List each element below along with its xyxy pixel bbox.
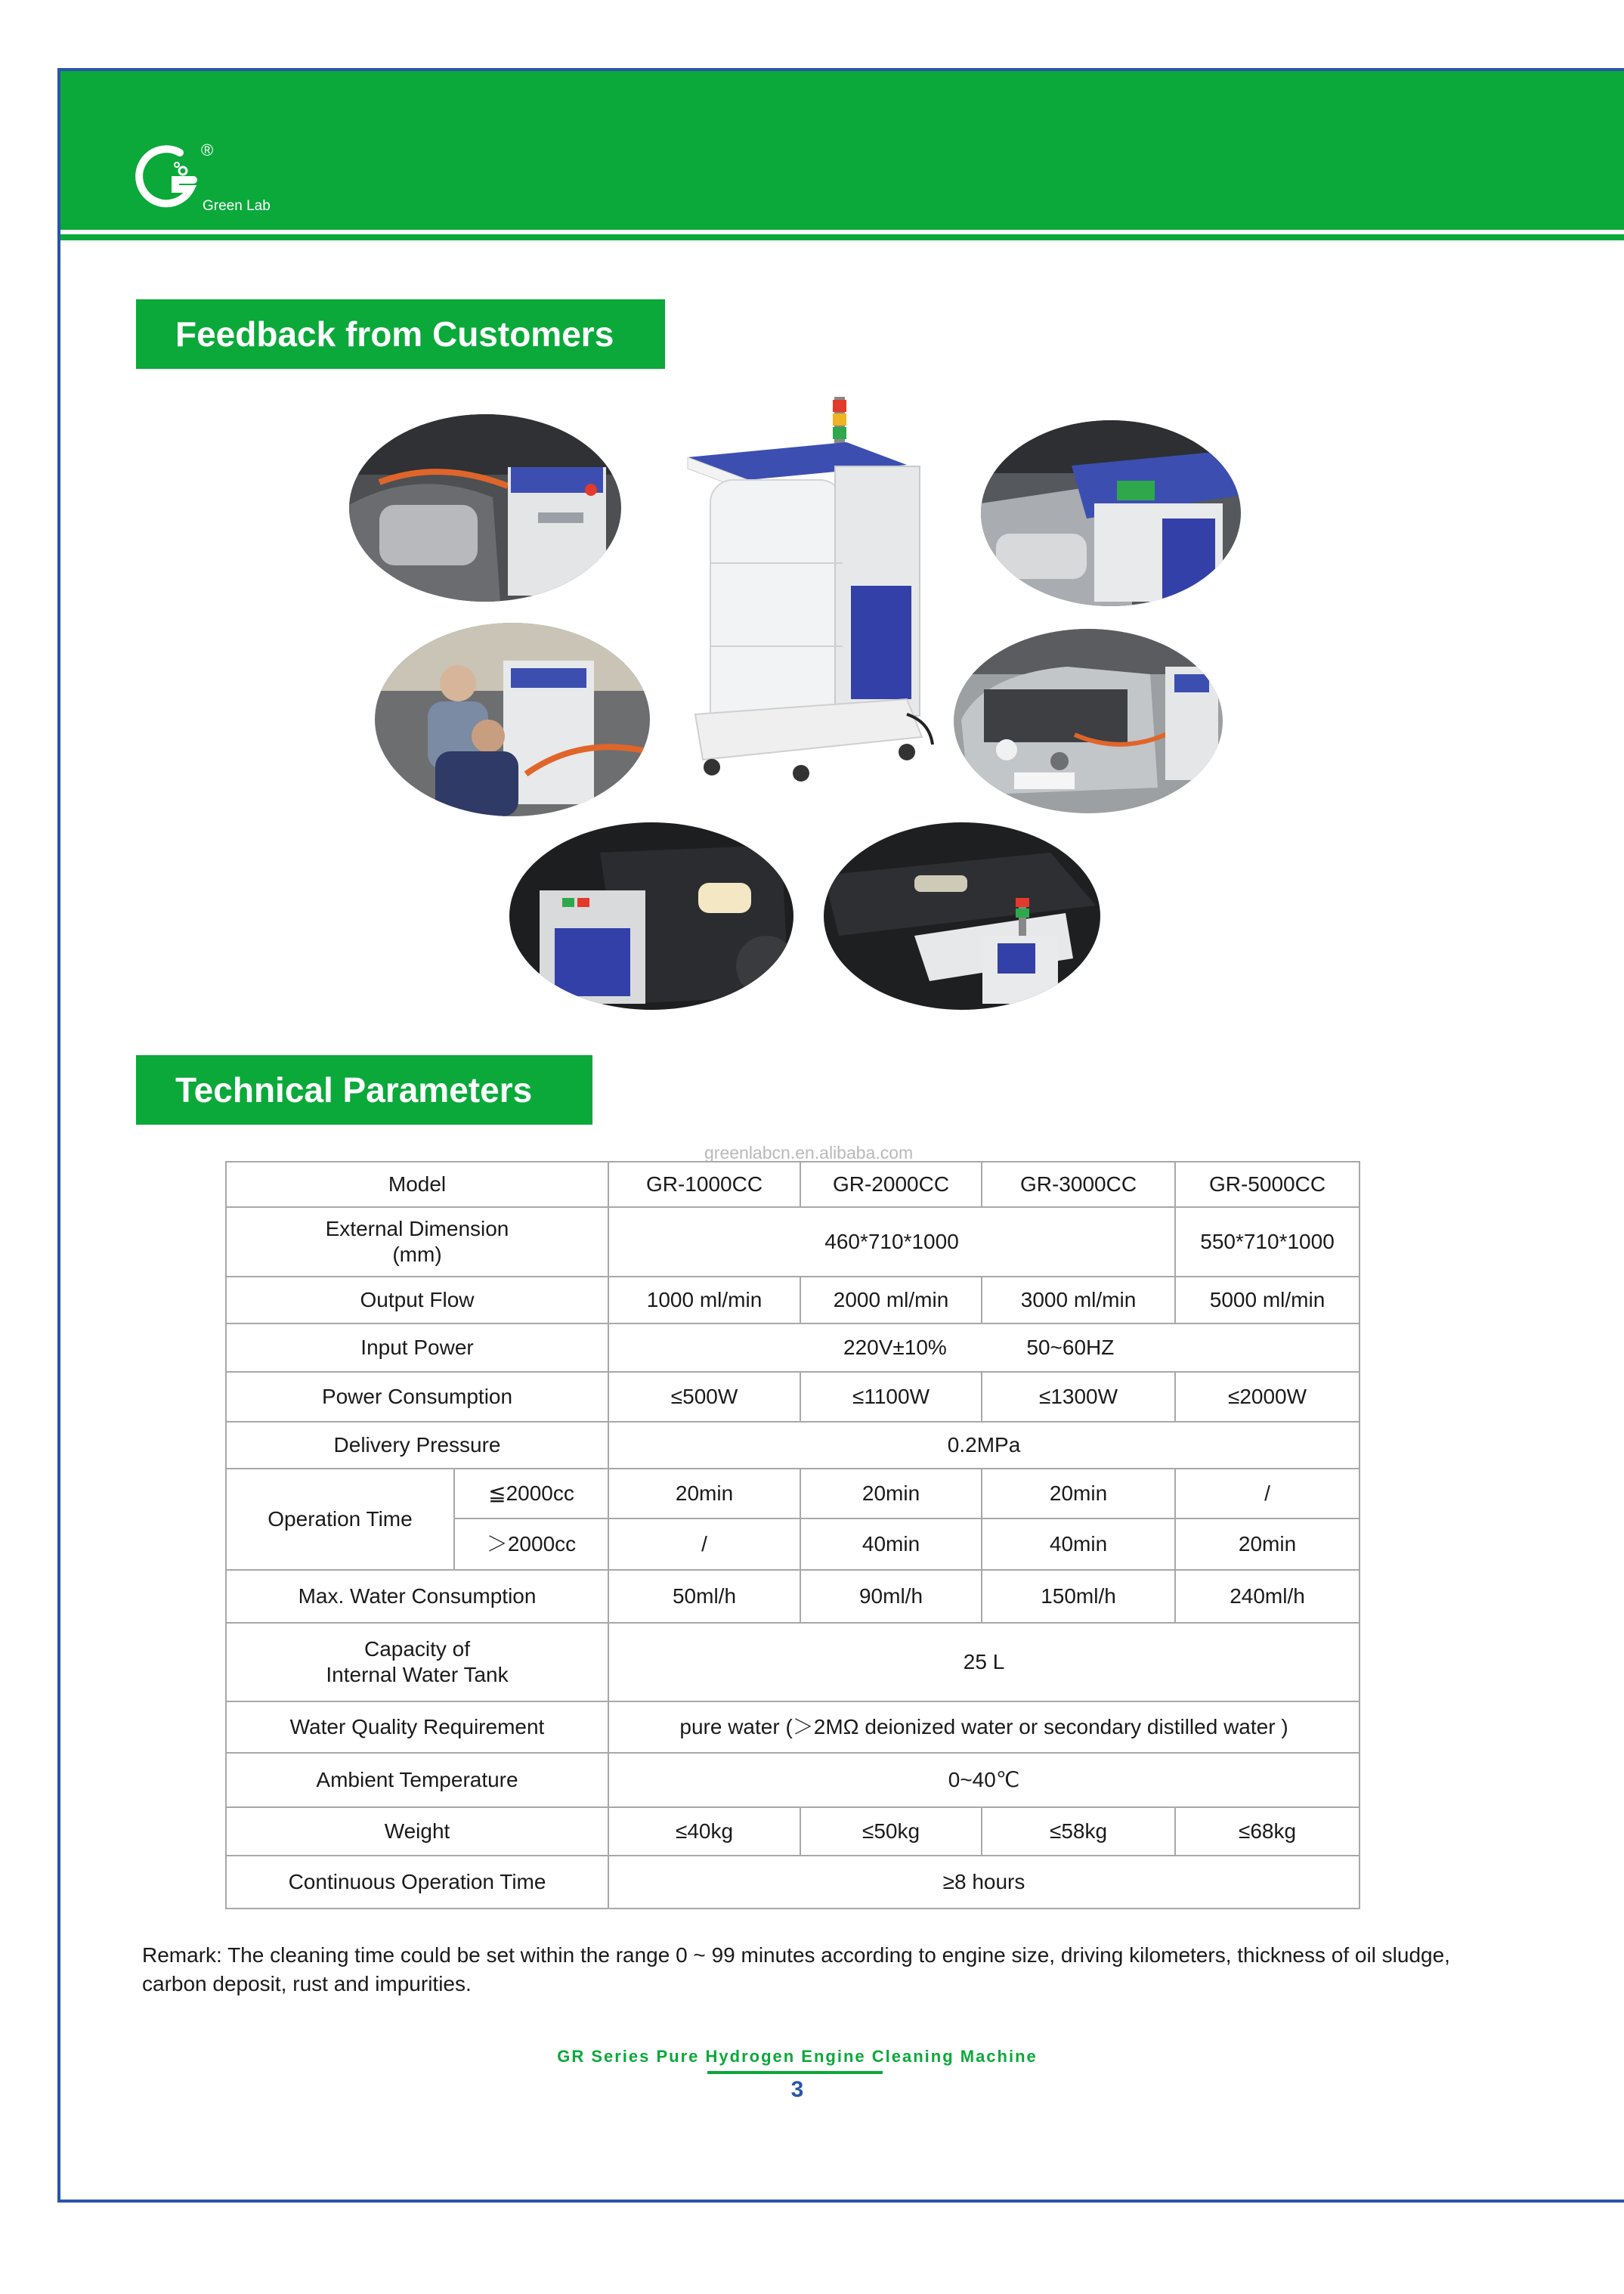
input-power-label: Input Power: [226, 1323, 608, 1372]
operation-time-small-1000: 20min: [608, 1469, 800, 1518]
header-rule: [60, 234, 1624, 240]
model-label: Model: [226, 1162, 608, 1207]
logo-text: Green Lab: [203, 198, 271, 214]
power-consumption-1000: ≤500W: [608, 1372, 800, 1422]
delivery-pressure-label: Delivery Pressure: [226, 1422, 608, 1469]
water-consumption-1000: 50ml/h: [608, 1570, 800, 1623]
delivery-pressure-value: 0.2MPa: [608, 1422, 1360, 1469]
workshop-technicians-photo: [375, 623, 650, 816]
output-flow-3000: 3000 ml/min: [982, 1277, 1175, 1323]
product-machine-photo: [680, 397, 937, 782]
operation-time-large-5000: 20min: [1175, 1518, 1360, 1570]
input-power-frequency: 50~60HZ: [1026, 1336, 1115, 1359]
table-row-model: [226, 1162, 1360, 1207]
water-consumption-5000: 240ml/h: [1175, 1570, 1360, 1623]
water-consumption-2000: 90ml/h: [800, 1570, 982, 1623]
operation-time-label: Operation Time: [226, 1469, 454, 1570]
weight-2000: ≤50kg: [800, 1807, 982, 1856]
table-row-operation-time-small: [226, 1469, 1360, 1518]
mercedes-cleaning-photo: [954, 629, 1223, 813]
water-quality-value: pure water (＞2MΩ deionized water or secondary distilled water ): [608, 1701, 1360, 1753]
dimension-large: 550*710*1000: [1175, 1207, 1360, 1277]
input-power-voltage: 220V±10%: [843, 1336, 947, 1359]
model-1000: GR-1000CC: [608, 1162, 800, 1207]
remark-text: Remark: The cleaning time could be set within the range 0 ~ 99 minutes according to engine size, driving kilometers, thickness of oil sludge, carbon deposit, rust and impurities.: [142, 1943, 1450, 1995]
water-consumption-label: Max. Water Consumption: [226, 1570, 608, 1623]
table-row-water-quality: [226, 1701, 1360, 1753]
table-row-tank-capacity: [226, 1623, 1360, 1701]
operation-time-small-2000: 20min: [800, 1469, 982, 1518]
table-row-water-consumption: [226, 1570, 1360, 1623]
dimension-label: [226, 1207, 608, 1277]
operation-time-large-label: ＞2000cc: [454, 1518, 608, 1570]
weight-1000: ≤40kg: [608, 1807, 800, 1856]
technical-parameters-table: [225, 1161, 1360, 1909]
watermark: greenlabcn.en.alibaba.com: [704, 1143, 914, 1162]
output-flow-2000: 2000 ml/min: [800, 1277, 982, 1323]
output-flow-1000: 1000 ml/min: [608, 1277, 800, 1323]
model-2000: GR-2000CC: [800, 1162, 982, 1207]
dimension-label-line1: External Dimension: [325, 1217, 509, 1240]
green-lab-logo: [133, 142, 314, 225]
page-frame-left: [57, 68, 60, 2203]
registered-mark: ®: [201, 141, 214, 159]
table-row-dimension: [226, 1207, 1360, 1277]
tank-capacity-value: 25 L: [608, 1623, 1360, 1701]
footer-rule: [707, 2071, 883, 2074]
ambient-temperature-label: Ambient Temperature: [226, 1753, 608, 1807]
car-cleaning-photo: [981, 420, 1241, 606]
table-row-power-consumption: [226, 1372, 1360, 1422]
water-consumption-3000: 150ml/h: [982, 1570, 1175, 1623]
table-row-ambient-temperature: [226, 1753, 1360, 1807]
input-power-value: [608, 1323, 1360, 1372]
night-engine-photo-2: [824, 822, 1100, 1010]
power-consumption-2000: ≤1100W: [800, 1372, 982, 1422]
technical-parameters-title: Technical Parameters: [136, 1055, 592, 1125]
model-5000: GR-5000CC: [1175, 1162, 1360, 1207]
feedback-section-title: Feedback from Customers: [136, 299, 665, 369]
weight-5000: ≤68kg: [1175, 1807, 1360, 1856]
ambient-temperature-value: 0~40℃: [608, 1753, 1360, 1807]
continuous-operation-label: Continuous Operation Time: [226, 1856, 608, 1909]
footer-title: GR Series Pure Hydrogen Engine Cleaning Machine: [557, 2047, 1038, 2066]
power-consumption-3000: ≤1300W: [982, 1372, 1175, 1422]
operation-time-large-1000: /: [608, 1518, 800, 1570]
table-row-weight: [226, 1807, 1360, 1856]
weight-3000: ≤58kg: [982, 1807, 1175, 1856]
tank-capacity-label: [226, 1623, 608, 1701]
tank-capacity-label-line2: Internal Water Tank: [326, 1663, 509, 1686]
table-row-input-power: [226, 1323, 1360, 1372]
water-quality-label: Water Quality Requirement: [226, 1701, 608, 1753]
power-consumption-5000: ≤2000W: [1175, 1372, 1360, 1422]
output-flow-label: Output Flow: [226, 1277, 608, 1323]
operation-time-small-label: ≦2000cc: [454, 1469, 608, 1518]
table-row-output-flow: [226, 1277, 1360, 1323]
dimension-label-line2: (mm): [392, 1243, 442, 1266]
page-number: 3: [790, 2077, 804, 2102]
operation-time-large-2000: 40min: [800, 1518, 982, 1570]
page-frame-bottom: [57, 2200, 1624, 2203]
table-row-continuous-operation: [226, 1856, 1360, 1909]
weight-label: Weight: [226, 1807, 608, 1856]
table-row-delivery-pressure: [226, 1422, 1360, 1469]
engine-bay-cleaning-photo: [349, 414, 621, 602]
operation-time-large-3000: 40min: [982, 1518, 1175, 1570]
tank-capacity-label-line1: Capacity of: [363, 1637, 471, 1661]
dimension-small: 460*710*1000: [608, 1207, 1175, 1277]
power-consumption-label: Power Consumption: [226, 1372, 608, 1422]
night-engine-photo-1: [509, 822, 793, 1010]
model-3000: GR-3000CC: [982, 1162, 1175, 1207]
operation-time-small-3000: 20min: [982, 1469, 1175, 1518]
continuous-operation-value: ≥8 hours: [608, 1856, 1360, 1909]
operation-time-small-5000: /: [1175, 1469, 1360, 1518]
output-flow-5000: 5000 ml/min: [1175, 1277, 1360, 1323]
